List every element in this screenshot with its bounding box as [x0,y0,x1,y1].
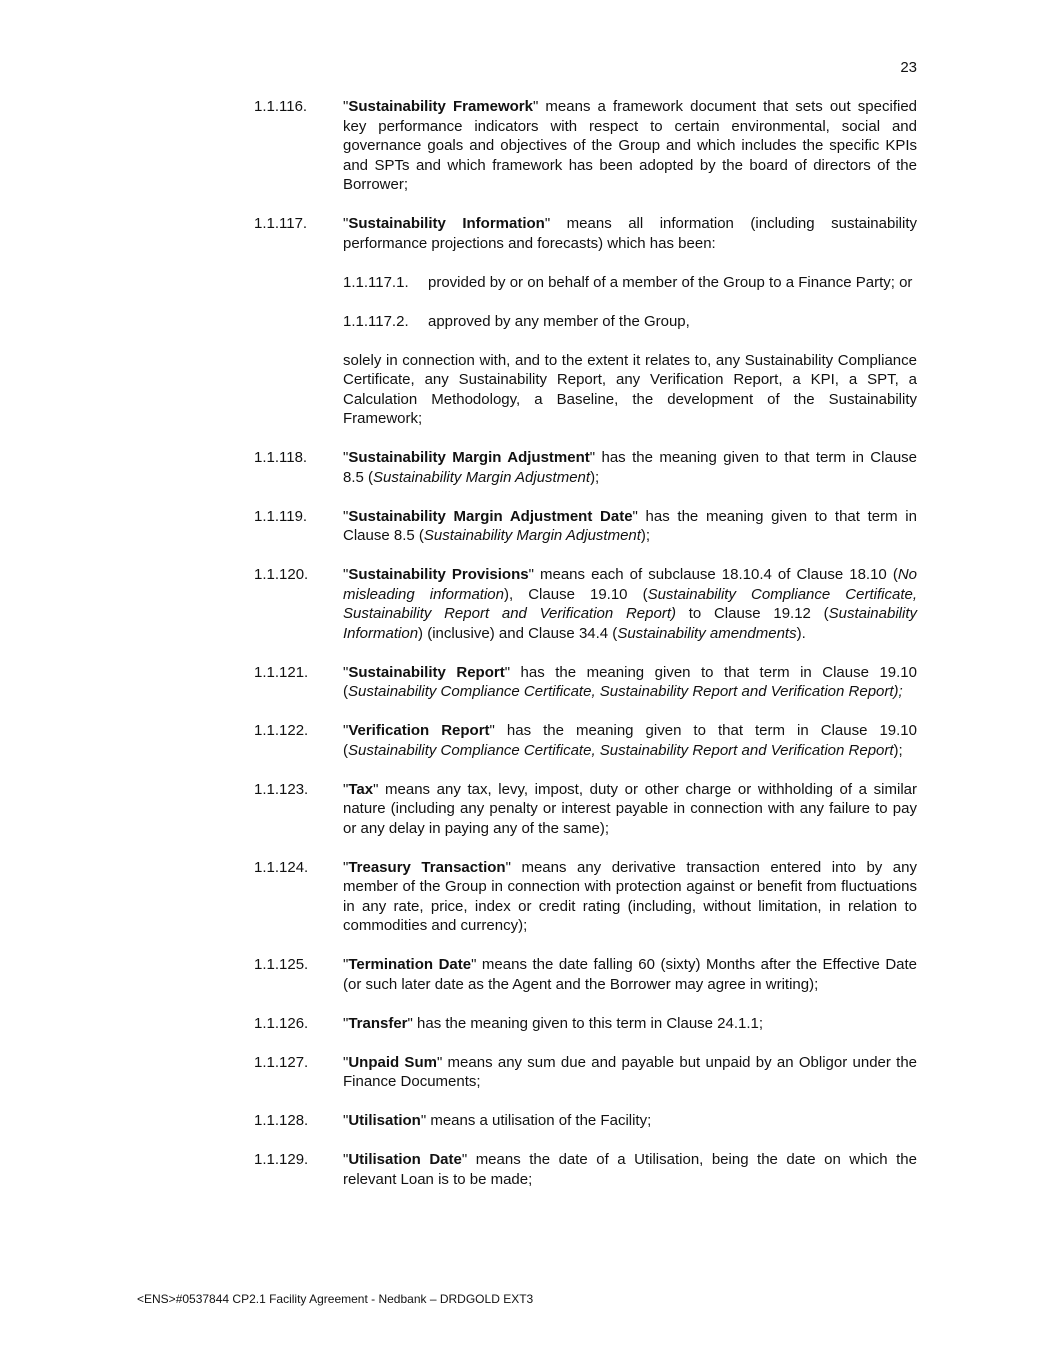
clause-text: "Verification Report" has the meaning given to that term in Clause 19.10 (Sustainability Compliance Certificate, Sustainability Report and Verification Report); [343,722,917,759]
clause-text: "Treasury Transaction" means any derivative transaction entered into by any member of the Group in connection with protection against or benefit from fluctuations in any rate, price, index or credit rating (including, without limitation, in relation to commodities and currency); [343,858,917,934]
definition-clause [254,858,917,936]
sub-clause [343,312,917,332]
definition-clause [254,448,917,487]
clause-number: 1.1.126. [254,1014,309,1032]
clause-number: 1.1.125. [254,956,309,973]
clause-text: "Sustainability Report" has the meaning given to that term in Clause 19.10 (Sustainability Compliance Certificate, Sustainability Report and Verification Report); [343,663,917,700]
clause-text: "Sustainability Margin Adjustment" has the meaning given to that term in Clause 8.5 (Sustainability Margin Adjustment); [343,449,917,486]
clause-number: 1.1.123. [254,780,309,798]
clause-text: "Sustainability Information" means all information (including sustainability performance projections and forecasts) which has been: [343,215,917,252]
definition-clause [254,955,917,994]
sub-clause-number: 1.1.117.1. [343,273,409,291]
clause-continuation: solely in connection with, and to the extent it relates to, any Sustainability Compliance Certificate, any Sustainability Report, any Verification Report, a KPI, a SPT, a Calculation Methodology, a Baseline, the development of the Sustainability Framework; [343,351,917,427]
sub-clause-text: provided by or on behalf of a member of the Group to a Finance Party; or [428,273,913,291]
sub-clause-number: 1.1.117.2. [343,312,409,330]
clause-text: "Unpaid Sum" means any sum due and payable but unpaid by an Obligor under the Finance Documents; [343,1053,917,1090]
clause-text: "Sustainability Provisions" means each of subclause 18.10.4 of Clause 18.10 (No misleading information), Clause 19.10 (Sustainability Compliance Certificate, Sustainability Report and Verification Report) to Clause 19.12 (Sustainability Information) (inclusive) and Clause 34.4 (Sustainability amendments). [343,566,917,642]
definition-clause [254,1053,917,1092]
clause-number: 1.1.122. [254,722,309,739]
clause-text: "Transfer" has the meaning given to this term in Clause 24.1.1; [343,1014,764,1032]
clause-text: "Sustainability Framework" means a framework document that sets out specified key performance indicators with respect to certain environmental, social and governance goals and objectives of the Group and which includes the specific KPIs and SPTs and which framework has been adopted by the board of directors of the Borrower; [343,98,917,193]
clause-number: 1.1.119. [254,507,308,525]
clause-text: "Sustainability Margin Adjustment Date" has the meaning given to that term in Clause 8.5 (Sustainability Margin Adjustment); [343,507,917,544]
definition-clause [254,663,917,702]
definition-clause [254,507,917,546]
definition-clause [254,97,917,195]
clause-number: 1.1.120. [254,566,309,583]
definitions-body [254,97,917,1209]
definition-clause [254,214,917,429]
page-number: 23 [900,59,917,76]
sub-clause-text: approved by any member of the Group, [428,312,690,330]
definition-clause [254,565,917,643]
clause-number: 1.1.124. [254,858,309,876]
sub-clause [343,273,917,293]
clause-text: "Utilisation" means a utilisation of the Facility; [343,1112,652,1129]
definition-clause [254,1111,917,1131]
clause-text: "Utilisation Date" means the date of a Utilisation, being the date on which the relevant Loan is to be made; [343,1151,917,1188]
clause-number: 1.1.127. [254,1053,309,1071]
definition-clause [254,1014,917,1034]
definition-clause [254,780,917,839]
document-footer: <ENS>#0537844 CP2.1 Facility Agreement - Nedbank – DRDGOLD EXT3 [137,1292,534,1306]
clause-text: "Termination Date" means the date falling 60 (sixty) Months after the Effective Date (or such later date as the Agent and the Borrower may agree in writing); [343,956,917,993]
definition-clause [254,1150,917,1189]
clause-number: 1.1.128. [254,1112,309,1129]
clause-number: 1.1.116. [254,98,308,115]
definition-clause [254,721,917,760]
clause-number: 1.1.118. [254,449,308,466]
clause-number: 1.1.117. [254,215,308,232]
clause-number: 1.1.121. [254,663,309,681]
clause-number: 1.1.129. [254,1151,309,1168]
clause-text: "Tax" means any tax, levy, impost, duty or other charge or withholding of a similar nature (including any penalty or interest payable in connection with any failure to pay or any delay in paying any of the same); [343,780,917,837]
